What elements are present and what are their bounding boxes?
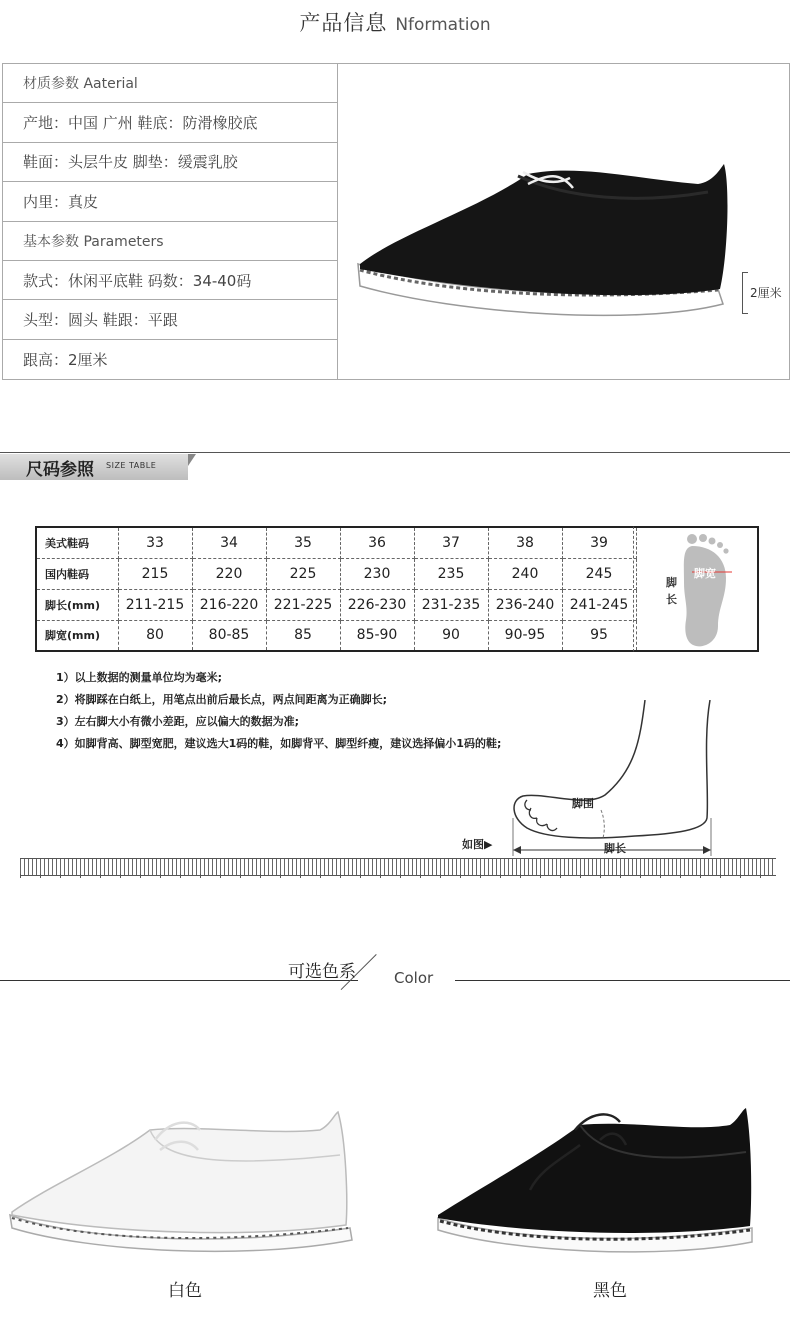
- heel-height-label: 2厘米: [750, 286, 782, 300]
- banner-notch: [188, 454, 196, 466]
- color-header-line-right: [455, 980, 790, 981]
- size-cell: 240: [488, 558, 562, 589]
- size-cell: 241-245: [562, 589, 636, 620]
- info-title-cn: 产品信息: [299, 11, 388, 35]
- material-row: 款式：休闲平底鞋 码数：34-40码: [3, 261, 337, 300]
- note-item: 1）以上数据的测量单位均为毫米;: [56, 671, 223, 684]
- size-cell: 216-220: [192, 589, 266, 620]
- color-title-cn: 可选色系: [288, 962, 356, 982]
- size-cell: 231-235: [414, 589, 488, 620]
- note-item: 3）左右脚大小有微小差距，应以偏大的数据为准;: [56, 715, 300, 728]
- material-row: 产地：中国 广州 鞋底：防滑橡胶底: [3, 103, 337, 142]
- size-cell: 34: [192, 527, 266, 558]
- foot-length-arrow-label: 脚长: [604, 842, 626, 855]
- size-cell: 37: [414, 527, 488, 558]
- size-table: [35, 526, 637, 652]
- size-cell: 90: [414, 620, 488, 651]
- size-row-us: [36, 527, 636, 558]
- parameters-header-row: 基本参数 Parameters: [3, 222, 337, 261]
- footprint-cell: [633, 526, 759, 652]
- size-title-cn: 尺码参照: [26, 460, 94, 480]
- size-cell: 211-215: [118, 589, 192, 620]
- measurement-notes: [56, 670, 501, 758]
- size-row-width: [36, 620, 636, 651]
- size-cell: 90-95: [488, 620, 562, 651]
- size-section-banner: [0, 452, 790, 480]
- size-cell: 226-230: [340, 589, 414, 620]
- size-cell: 236-240: [488, 589, 562, 620]
- size-cell: 36: [340, 527, 414, 558]
- product-photo-panel: [337, 64, 789, 379]
- color-option-white-label[interactable]: 白色: [168, 1281, 202, 1301]
- foot-girth-label: 脚围: [572, 797, 594, 810]
- size-cell: 235: [414, 558, 488, 589]
- size-cell: 33: [118, 527, 192, 558]
- size-cell: 230: [340, 558, 414, 589]
- row-head: 脚宽(mm): [36, 620, 118, 651]
- size-cell: 225: [266, 558, 340, 589]
- size-cell: 95: [562, 620, 636, 651]
- ruler-major-ticks: [20, 874, 776, 878]
- material-row: 跟高：2厘米: [23, 350, 108, 369]
- size-cell: 35: [266, 527, 340, 558]
- size-cell: 80-85: [192, 620, 266, 651]
- size-cell: 85: [266, 620, 340, 651]
- black-shoe-side-image: [338, 64, 738, 379]
- color-title-en: Color: [394, 969, 434, 987]
- row-head: 国内鞋码: [36, 558, 118, 589]
- size-cell: 245: [562, 558, 636, 589]
- size-cell: 220: [192, 558, 266, 589]
- footprint-icon: [634, 528, 756, 650]
- color-option-black-label[interactable]: 黑色: [593, 1281, 627, 1301]
- note-item: 2）将脚踩在白纸上，用笔点出前后最长点，两点间距离为正确脚长;: [56, 693, 388, 706]
- banner-divider: [0, 452, 790, 453]
- material-row: 鞋面：头层牛皮 脚垫：缓震乳胶: [3, 143, 337, 182]
- size-cell: 85-90: [340, 620, 414, 651]
- foot-width-label: 脚宽: [694, 567, 716, 580]
- material-row: 头型：圆头 鞋跟：平跟: [3, 300, 337, 339]
- info-header: [0, 0, 790, 50]
- size-cell: 39: [562, 527, 636, 558]
- size-cell: 215: [118, 558, 192, 589]
- color-section-header: [0, 950, 790, 1000]
- row-head: 脚长(mm): [36, 589, 118, 620]
- material-table: [2, 63, 790, 380]
- size-row-cn: [36, 558, 636, 589]
- note-item: 4）如脚背高、脚型宽肥，建议选大1码的鞋，如脚背平、脚型纤瘦，建议选择偏小1码的鞋;: [56, 737, 502, 750]
- heel-height-bracket: [742, 272, 748, 314]
- size-cell: 221-225: [266, 589, 340, 620]
- figure-label: 如图▶: [462, 838, 493, 851]
- material-header-row: 材质参数 Aaterial: [3, 64, 337, 103]
- row-head: 美式鞋码: [36, 527, 118, 558]
- size-title-en: SIZE TABLE: [106, 461, 157, 470]
- foot-measure-illustration: [505, 700, 725, 860]
- size-cell: 80: [118, 620, 192, 651]
- material-list: [3, 64, 337, 379]
- black-shoe-image: [430, 1100, 760, 1260]
- size-cell: 38: [488, 527, 562, 558]
- size-row-length: [36, 589, 636, 620]
- foot-length-label: 脚长: [666, 576, 677, 606]
- white-shoe-image: [0, 1100, 360, 1260]
- material-row: 内里：真皮: [3, 182, 337, 221]
- info-title-en: Nformation: [395, 15, 491, 35]
